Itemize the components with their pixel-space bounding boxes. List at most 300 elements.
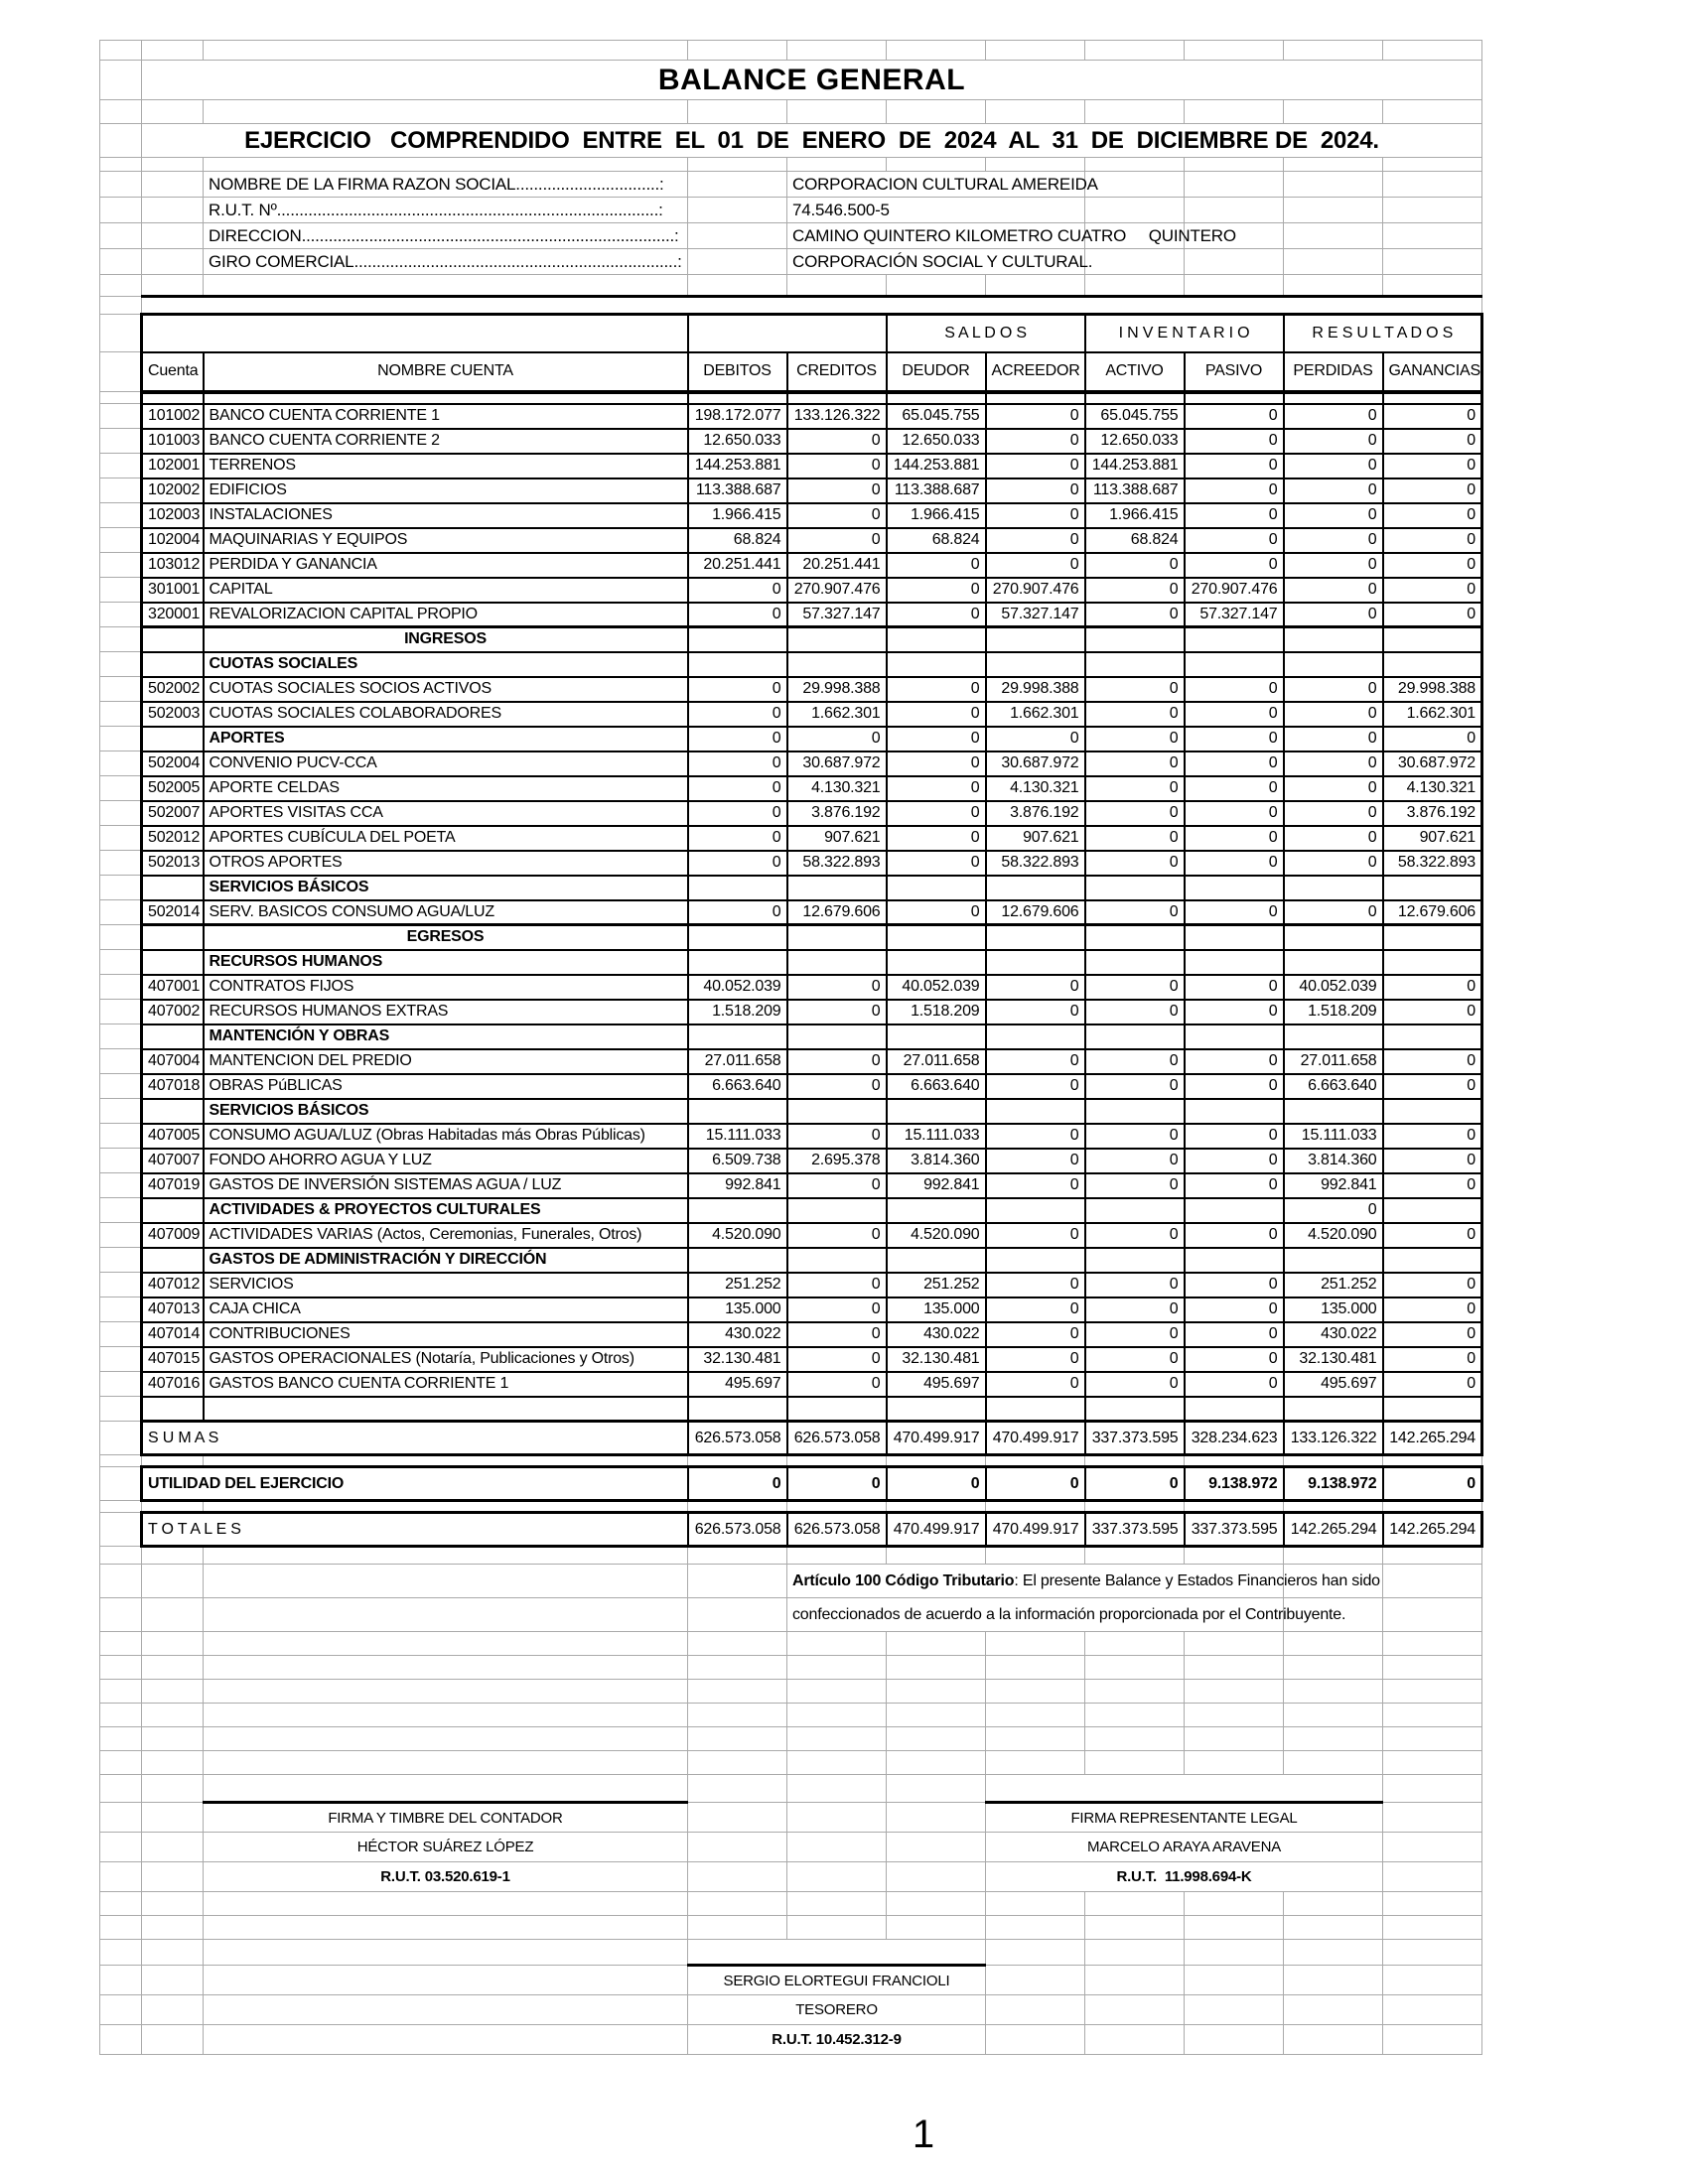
grid-cell [887,1632,986,1656]
margin-cell [100,578,142,603]
amount-cell: 0 [1185,900,1284,925]
grid-cell [1383,275,1482,297]
grid-cell [887,1775,986,1803]
account-row [100,1322,1482,1347]
grid-cell [688,1704,787,1727]
summary-amount-cell: 133.126.322 [1284,1422,1383,1455]
amount-cell: 0 [1185,1372,1284,1397]
amount-cell: 3.876.192 [986,801,1085,826]
account-row [100,429,1482,454]
amount-cell: 0 [1185,1297,1284,1322]
grid-row [100,1547,1482,1565]
section-row [100,1099,1482,1124]
account-name-cell: GASTOS OPERACIONALES (Notaría, Publicaciones y Otros) [204,1347,688,1372]
account-name-cell: EDIFICIOS [204,478,688,503]
grid-cell [142,1916,204,1940]
amount-cell [887,950,986,975]
grid-cell [204,158,688,172]
grid-cell [142,1727,204,1751]
amount-cell: 12.679.606 [986,900,1085,925]
grid-cell [1383,1916,1482,1940]
amount-cell: 0 [1284,751,1383,776]
amount-cell: 0 [1383,404,1482,429]
grid-cell [1185,1455,1284,1467]
amount-cell: 0 [787,1223,887,1248]
summary-amount-cell: 0 [887,1467,986,1501]
amount-cell: 0 [1185,1149,1284,1173]
balance-table [99,40,1483,2055]
grid-cell [688,158,787,172]
amount-cell: 0 [1383,1297,1482,1322]
cuenta-cell: 502005 [142,776,204,801]
grid-cell [787,1455,887,1467]
grid-cell [986,1455,1085,1467]
amount-cell: 0 [1383,1000,1482,1024]
amount-cell: 27.011.658 [688,1049,787,1074]
amount-cell [1085,627,1185,652]
amount-cell: 12.650.033 [1085,429,1185,454]
amount-cell [787,1024,887,1049]
footnote-lead: Artículo 100 Código Tributario [792,1571,1015,1589]
margin-cell [100,198,142,223]
amount-cell: 0 [1085,1322,1185,1347]
margin-cell [100,1727,142,1751]
amount-cell: 0 [986,404,1085,429]
amount-cell: 0 [1383,528,1482,553]
amount-cell: 0 [1284,900,1383,925]
grid-cell [1383,1704,1482,1727]
section-row [100,1198,1482,1223]
amount-cell: 29.998.388 [986,677,1085,702]
company-info-label: NOMBRE DE LA FIRMA RAZON SOCIAL................................: [204,172,688,198]
grid-cell [986,1632,1085,1656]
company-info-row [100,249,1482,275]
margin-cell [100,275,142,297]
amount-cell [688,925,787,950]
grid-cell [1383,1995,1482,2025]
amount-cell: 29.998.388 [787,677,887,702]
grid-cell [1383,1940,1482,1966]
amount-cell: 135.000 [688,1297,787,1322]
amount-cell: 0 [986,727,1085,751]
margin-cell [100,1940,142,1966]
amount-cell [986,652,1085,677]
amount-cell: 0 [1284,404,1383,429]
margin-cell [100,950,142,975]
amount-cell [688,1248,787,1273]
account-row [100,1173,1482,1198]
grid-cell [1284,275,1383,297]
grid-cell [1085,275,1185,297]
summary-amount-cell: 337.373.595 [1085,1513,1185,1547]
grid-cell [688,198,787,223]
amount-cell [1284,1248,1383,1273]
grid-cell [887,1862,986,1892]
amount-cell [787,627,887,652]
amount-cell: 1.518.209 [1284,1000,1383,1024]
margin-cell [100,404,142,429]
amount-cell: 0 [1185,826,1284,851]
amount-cell: 0 [1383,1347,1482,1372]
grid-cell [1085,198,1185,223]
cuenta-cell [142,876,204,900]
column-header-cell: GANANCIAS [1383,352,1482,392]
amount-cell [986,1198,1085,1223]
amount-cell: 0 [1085,578,1185,603]
grid-cell [142,1803,204,1833]
margin-cell [100,801,142,826]
grid-cell [1185,1704,1284,1727]
amount-cell: 0 [688,727,787,751]
grid-cell [887,392,986,404]
amount-cell [1383,627,1482,652]
grid-cell [204,1565,688,1598]
margin-cell [100,652,142,677]
account-name-cell: CAJA CHICA [204,1297,688,1322]
grid-cell [142,1455,204,1467]
grid-cell [1085,1892,1185,1916]
amount-cell: 20.251.441 [787,553,887,578]
amount-cell: 270.907.476 [1185,578,1284,603]
amount-cell: 0 [787,1322,887,1347]
account-row [100,975,1482,1000]
cuenta-cell [142,627,204,652]
cuenta-cell: 301001 [142,578,204,603]
grid-cell [142,1940,204,1966]
amount-cell: 40.052.039 [688,975,787,1000]
amount-cell: 0 [1185,975,1284,1000]
grid-cell [787,41,887,61]
signature-rut-row [100,1862,1482,1892]
amount-cell: 0 [787,1372,887,1397]
grid-cell [142,2025,204,2055]
grid-cell [1185,1547,1284,1565]
margin-cell [100,503,142,528]
grid-cell [1284,1727,1383,1751]
grid-cell [142,1501,204,1513]
amount-cell: 0 [1085,677,1185,702]
amount-cell: 495.697 [688,1372,787,1397]
cuenta-cell [142,925,204,950]
amount-cell [1383,925,1482,950]
amount-cell [1383,1248,1482,1273]
margin-cell [100,1099,142,1124]
margin-cell [100,1198,142,1223]
tesorero-signature-line [688,1940,986,1966]
summary-amount-cell: 626.573.058 [688,1422,787,1455]
grid-cell [986,1916,1085,1940]
amount-cell: 0 [986,1049,1085,1074]
amount-cell [688,1397,787,1422]
amount-cell: 4.520.090 [887,1223,986,1248]
margin-cell [100,1704,142,1727]
cuenta-cell [142,652,204,677]
account-name-cell: CONVENIO PUCV-CCA [204,751,688,776]
summary-label-cell: UTILIDAD DEL EJERCICIO [142,1467,688,1501]
amount-cell: 495.697 [887,1372,986,1397]
grid-cell [1284,1995,1383,2025]
rule-row [100,297,1482,315]
amount-cell: 4.130.321 [986,776,1085,801]
company-info-value: CORPORACIÓN SOCIAL Y CULTURAL. [787,249,1085,275]
amount-cell [1185,1248,1284,1273]
margin-cell [100,297,142,315]
column-header-cell: PASIVO [1185,352,1284,392]
amount-cell [887,1024,986,1049]
amount-cell: 0 [1185,429,1284,454]
amount-cell: 144.253.881 [688,454,787,478]
account-row [100,851,1482,876]
account-row [100,677,1482,702]
account-name-cell: PERDIDA Y GANANCIA [204,553,688,578]
cuenta-cell: 502002 [142,677,204,702]
grid-cell [986,1547,1085,1565]
grid-cell [1383,198,1482,223]
grid-cell [688,392,787,404]
grid-cell [204,1995,688,2025]
margin-cell [100,1565,142,1598]
grid-cell [1185,1656,1284,1680]
signature-name-row [100,1966,1482,1995]
account-name-cell: APORTE CELDAS [204,776,688,801]
grid-cell [887,1501,986,1513]
amount-cell: 0 [787,1000,887,1024]
contador-name: HÉCTOR SUÁREZ LÓPEZ [204,1833,688,1862]
amount-cell: 992.841 [887,1173,986,1198]
grid-cell [1284,198,1383,223]
grid-cell [1185,1892,1284,1916]
grid-cell [1185,1727,1284,1751]
grid-cell [204,1656,688,1680]
grid-cell [204,1704,688,1727]
amount-cell: 1.966.415 [887,503,986,528]
amount-cell: 133.126.322 [787,404,887,429]
cuenta-cell: 320001 [142,603,204,627]
grid-cell [204,1598,688,1632]
section-row [100,627,1482,652]
grid-cell [887,1751,986,1775]
account-row [100,1149,1482,1173]
account-row [100,1074,1482,1099]
amount-cell: 3.876.192 [1383,801,1482,826]
account-row [100,826,1482,851]
margin-cell [100,1455,142,1467]
account-row [100,404,1482,429]
amount-cell: 0 [1185,1074,1284,1099]
amount-cell: 68.824 [887,528,986,553]
amount-cell: 0 [1284,702,1383,727]
amount-cell: 0 [887,578,986,603]
margin-cell [100,851,142,876]
grid-cell [142,100,204,124]
margin-cell [100,528,142,553]
group-header-row [100,315,1482,352]
amount-cell: 1.518.209 [887,1000,986,1024]
grid-cell [142,1995,204,2025]
grid-cell [688,1547,787,1565]
account-row [100,603,1482,627]
amount-cell: 0 [787,1049,887,1074]
amount-cell: 58.322.893 [1383,851,1482,876]
grid-cell [1085,1995,1185,2025]
amount-cell: 0 [887,851,986,876]
amount-cell: 113.388.687 [887,478,986,503]
grid-cell [1185,392,1284,404]
amount-cell: 0 [887,603,986,627]
grid-cell [1284,41,1383,61]
grid-cell [1085,41,1185,61]
grid-cell [986,1995,1085,2025]
margin-cell [100,1995,142,2025]
group-header-inventario: I N V E N T A R I O [1085,315,1284,352]
subsection-header-cell: RECURSOS HUMANOS [204,950,688,975]
amount-cell: 12.679.606 [787,900,887,925]
amount-cell [688,1024,787,1049]
contador-role: FIRMA Y TIMBRE DEL CONTADOR [204,1803,688,1833]
grid-cell [986,1892,1085,1916]
cuenta-cell: 407015 [142,1347,204,1372]
summary-label-cell: T O T A L E S [142,1513,688,1547]
margin-cell [100,223,142,249]
grid-cell [1383,1966,1482,1995]
company-info-row [100,223,1482,249]
grid-cell [986,1751,1085,1775]
amount-cell: 6.663.640 [1284,1074,1383,1099]
margin-cell [100,1862,142,1892]
grid-cell [1185,1751,1284,1775]
grid-cell [986,1940,1085,1966]
margin-cell [100,776,142,801]
amount-cell: 198.172.077 [688,404,787,429]
amount-cell: 0 [1085,1000,1185,1024]
spacer-row [100,392,1482,404]
amount-cell: 0 [1185,776,1284,801]
amount-cell: 0 [986,1372,1085,1397]
margin-cell [100,1656,142,1680]
grid-cell [887,1704,986,1727]
cuenta-cell: 102004 [142,528,204,553]
amount-cell [986,627,1085,652]
grid-cell [787,1501,887,1513]
account-row [100,1297,1482,1322]
grid-cell [142,392,204,404]
cuenta-cell [142,1397,204,1422]
account-row [100,1049,1482,1074]
grid-cell [142,172,204,198]
amount-cell: 0 [1085,727,1185,751]
summary-amount-cell: 337.373.595 [1085,1422,1185,1455]
summary-amount-cell: 470.499.917 [887,1513,986,1547]
account-row [100,900,1482,925]
company-info-label: R.U.T. Nº.....................................................................................: [204,198,688,223]
cuenta-cell [142,727,204,751]
grid-cell [787,1632,887,1656]
amount-cell: 0 [688,851,787,876]
amount-cell [887,1397,986,1422]
account-name-cell: CONSUMO AGUA/LUZ (Obras Habitadas más Obras Públicas) [204,1124,688,1149]
grid-cell [1085,1656,1185,1680]
grid-cell [204,1727,688,1751]
rule-cell [142,297,1482,315]
amount-cell: 0 [1085,801,1185,826]
amount-cell [1284,652,1383,677]
account-name-cell: CAPITAL [204,578,688,603]
amount-cell [1383,1397,1482,1422]
cuenta-cell: 407014 [142,1322,204,1347]
grid-cell [887,100,986,124]
grid-cell [787,100,887,124]
amount-cell: 0 [1185,454,1284,478]
amount-cell: 0 [688,900,787,925]
margin-cell [100,1223,142,1248]
gap-row [100,1501,1482,1513]
amount-cell: 0 [1085,603,1185,627]
account-name-cell: MAQUINARIAS Y EQUIPOS [204,528,688,553]
amount-cell: 0 [1383,429,1482,454]
amount-cell [1284,1024,1383,1049]
grid-cell [688,100,787,124]
amount-cell: 0 [887,677,986,702]
amount-cell: 1.662.301 [1383,702,1482,727]
grid-cell [1085,392,1185,404]
grid-cell [688,223,787,249]
amount-cell [887,627,986,652]
amount-cell: 0 [1085,826,1185,851]
amount-cell: 0 [1085,1124,1185,1149]
grid-row [100,1916,1482,1940]
amount-cell: 32.130.481 [1284,1347,1383,1372]
grid-row [100,1632,1482,1656]
amount-cell: 0 [1383,503,1482,528]
grid-cell [204,1892,688,1916]
column-header-nombre: NOMBRE CUENTA [204,352,688,392]
margin-cell [100,1632,142,1656]
contador-signature-line [204,1775,688,1803]
grid-cell [688,1727,787,1751]
amount-cell [1383,876,1482,900]
cuenta-cell: 102003 [142,503,204,528]
grid-cell [142,1704,204,1727]
margin-cell [100,1074,142,1099]
footnote-row [100,1598,1482,1632]
amount-cell: 0 [1085,751,1185,776]
margin-cell [100,1501,142,1513]
summary-amount-cell: 0 [787,1467,887,1501]
amount-cell: 32.130.481 [887,1347,986,1372]
section-row [100,876,1482,900]
grid-cell [1185,1916,1284,1940]
margin-cell [100,1547,142,1565]
amount-cell: 0 [1284,801,1383,826]
margin-cell [100,1347,142,1372]
grid-cell [1284,2025,1383,2055]
amount-cell: 0 [986,528,1085,553]
account-name-cell: TERRENOS [204,454,688,478]
grid-row [100,1751,1482,1775]
account-row [100,1273,1482,1297]
grid-cell [787,1727,887,1751]
summary-amount-cell: 0 [986,1467,1085,1501]
account-name-cell: ACTIVIDADES VARIAS (Actos, Ceremonias, Funerales, Otros) [204,1223,688,1248]
amount-cell: 0 [787,1074,887,1099]
amount-cell: 0 [1284,429,1383,454]
grid-cell [1185,2025,1284,2055]
amount-cell: 0 [986,454,1085,478]
amount-cell: 0 [688,826,787,851]
amount-cell: 0 [887,801,986,826]
amount-cell: 0 [887,727,986,751]
grid-cell [1383,1565,1482,1598]
